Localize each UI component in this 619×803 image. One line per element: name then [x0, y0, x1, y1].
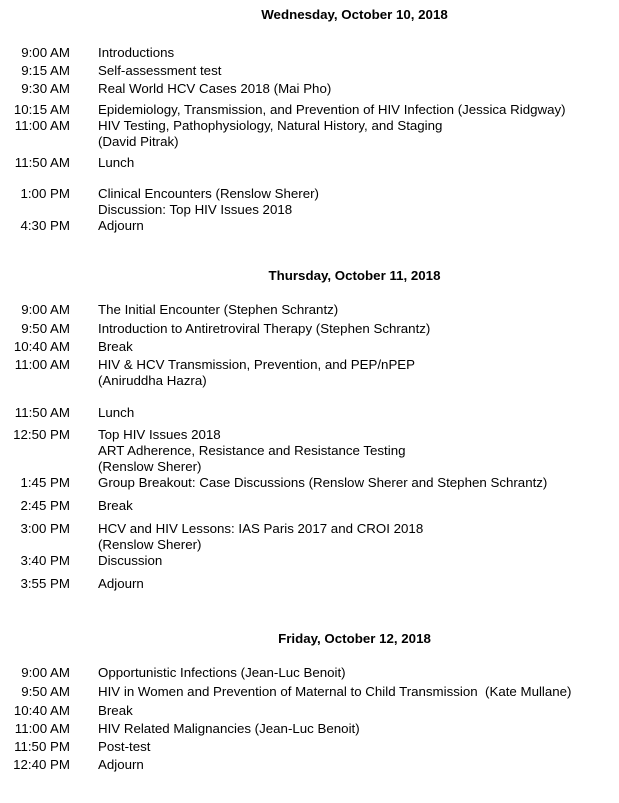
- agenda-desc: [98, 155, 613, 171]
- agenda-line: Introductions: [98, 45, 175, 60]
- agenda-line: Post-test: [98, 739, 151, 754]
- agenda-time: 11:50 AM: [14, 155, 70, 170]
- agenda-line: Self-assessment test: [98, 63, 222, 78]
- agenda-time: 3:55 PM: [20, 576, 70, 591]
- agenda-line: Adjourn: [98, 218, 144, 233]
- agenda-time: 11:50 PM: [14, 739, 70, 754]
- agenda-time: 1:00 PM: [20, 186, 70, 201]
- agenda-line: Adjourn: [98, 576, 144, 591]
- agenda-line: Adjourn: [98, 757, 144, 772]
- agenda-line: Real World HCV Cases 2018 (Mai Pho): [98, 81, 332, 96]
- agenda-line: Epidemiology, Transmission, and Prevention of HIV Infection (Jessica Ridgway): [98, 102, 566, 117]
- agenda-desc: [98, 357, 613, 389]
- agenda-desc: [98, 739, 613, 755]
- agenda-line: Discussion: Top HIV Issues 2018: [98, 202, 293, 217]
- day-heading-wednesday: Wednesday, October 10, 2018: [261, 7, 448, 22]
- agenda-line: Introduction to Antiretroviral Therapy (Stephen Schrantz): [98, 321, 431, 336]
- agenda-time: 12:40 PM: [13, 757, 70, 772]
- agenda-line: Opportunistic Infections (Jean-Luc Benoit): [98, 665, 346, 680]
- agenda-time: 4:30 PM: [20, 218, 70, 233]
- agenda-time: 9:00 AM: [21, 45, 70, 60]
- agenda-line: Top HIV Issues 2018: [98, 427, 221, 442]
- day-heading-friday: Friday, October 12, 2018: [278, 631, 431, 646]
- agenda-line: (Renslow Sherer): [98, 459, 202, 474]
- agenda-time: 9:15 AM: [21, 63, 70, 78]
- agenda-line: Break: [98, 339, 133, 354]
- day-heading-thursday: Thursday, October 11, 2018: [268, 268, 441, 283]
- agenda-desc: [98, 218, 613, 234]
- agenda-desc: [98, 63, 613, 79]
- agenda-line: (Aniruddha Hazra): [98, 373, 207, 388]
- agenda-desc: [98, 665, 613, 681]
- agenda-line: HIV Testing, Pathophysiology, Natural History, and Staging: [98, 118, 443, 133]
- agenda-time: 10:15 AM: [13, 102, 70, 117]
- agenda-desc: [98, 118, 613, 150]
- agenda-time: 9:50 AM: [21, 321, 70, 336]
- agenda-line: HIV in Women and Prevention of Maternal to Child Transmission (Kate Mullane): [98, 684, 572, 699]
- agenda-time: 9:00 AM: [21, 302, 70, 317]
- agenda-time: 2:45 PM: [20, 498, 70, 513]
- agenda-desc: [98, 302, 613, 318]
- agenda-line: Clinical Encounters (Renslow Sherer): [98, 186, 319, 201]
- agenda-line: Discussion: [98, 553, 163, 568]
- agenda-line: Break: [98, 703, 133, 718]
- agenda-desc: [98, 186, 613, 218]
- agenda-line: Break: [98, 498, 133, 513]
- agenda-line: Lunch: [98, 405, 135, 420]
- agenda-time: 9:30 AM: [21, 81, 70, 96]
- agenda-desc: [98, 405, 613, 421]
- agenda-time: 9:00 AM: [21, 665, 70, 680]
- agenda-line: Lunch: [98, 155, 135, 170]
- agenda-desc: [98, 498, 613, 514]
- agenda-time: 11:50 AM: [14, 405, 70, 420]
- agenda-time: 11:00 AM: [14, 357, 70, 372]
- agenda-time: 1:45 PM: [20, 475, 70, 490]
- agenda-desc: [98, 684, 613, 700]
- agenda-time: 11:00 AM: [14, 118, 70, 133]
- agenda-desc: [98, 553, 613, 569]
- agenda-desc: [98, 81, 613, 97]
- agenda-desc: [98, 757, 613, 773]
- agenda-desc: [98, 102, 613, 118]
- agenda-line: HIV Related Malignancies (Jean-Luc Benoit): [98, 721, 360, 736]
- agenda-line: (David Pitrak): [98, 134, 179, 149]
- agenda-line: Group Breakout: Case Discussions (Renslow Sherer and Stephen Schrantz): [98, 475, 548, 490]
- agenda-desc: [98, 45, 613, 61]
- agenda-desc: [98, 703, 613, 719]
- agenda-desc: [98, 339, 613, 355]
- agenda-desc: [98, 721, 613, 737]
- agenda-line: HIV & HCV Transmission, Prevention, and PEP/nPEP: [98, 357, 416, 372]
- agenda-time: 3:40 PM: [20, 553, 70, 568]
- agenda-desc: [98, 521, 613, 553]
- agenda-time: 9:50 AM: [21, 684, 70, 699]
- agenda-time: 11:00 AM: [14, 721, 70, 736]
- agenda-line: ART Adherence, Resistance and Resistance Testing: [98, 443, 406, 458]
- agenda-line: HCV and HIV Lessons: IAS Paris 2017 and CROI 2018: [98, 521, 424, 536]
- agenda-desc: [98, 427, 613, 475]
- agenda-time: 3:00 PM: [20, 521, 70, 536]
- agenda-line: The Initial Encounter (Stephen Schrantz): [98, 302, 339, 317]
- agenda-time: 10:40 AM: [13, 703, 70, 718]
- agenda-time: 12:50 PM: [13, 427, 70, 442]
- agenda-desc: [98, 475, 613, 491]
- agenda-line: (Renslow Sherer): [98, 537, 202, 552]
- agenda-desc: [98, 576, 613, 592]
- agenda-desc: [98, 321, 613, 337]
- agenda-time: 10:40 AM: [13, 339, 70, 354]
